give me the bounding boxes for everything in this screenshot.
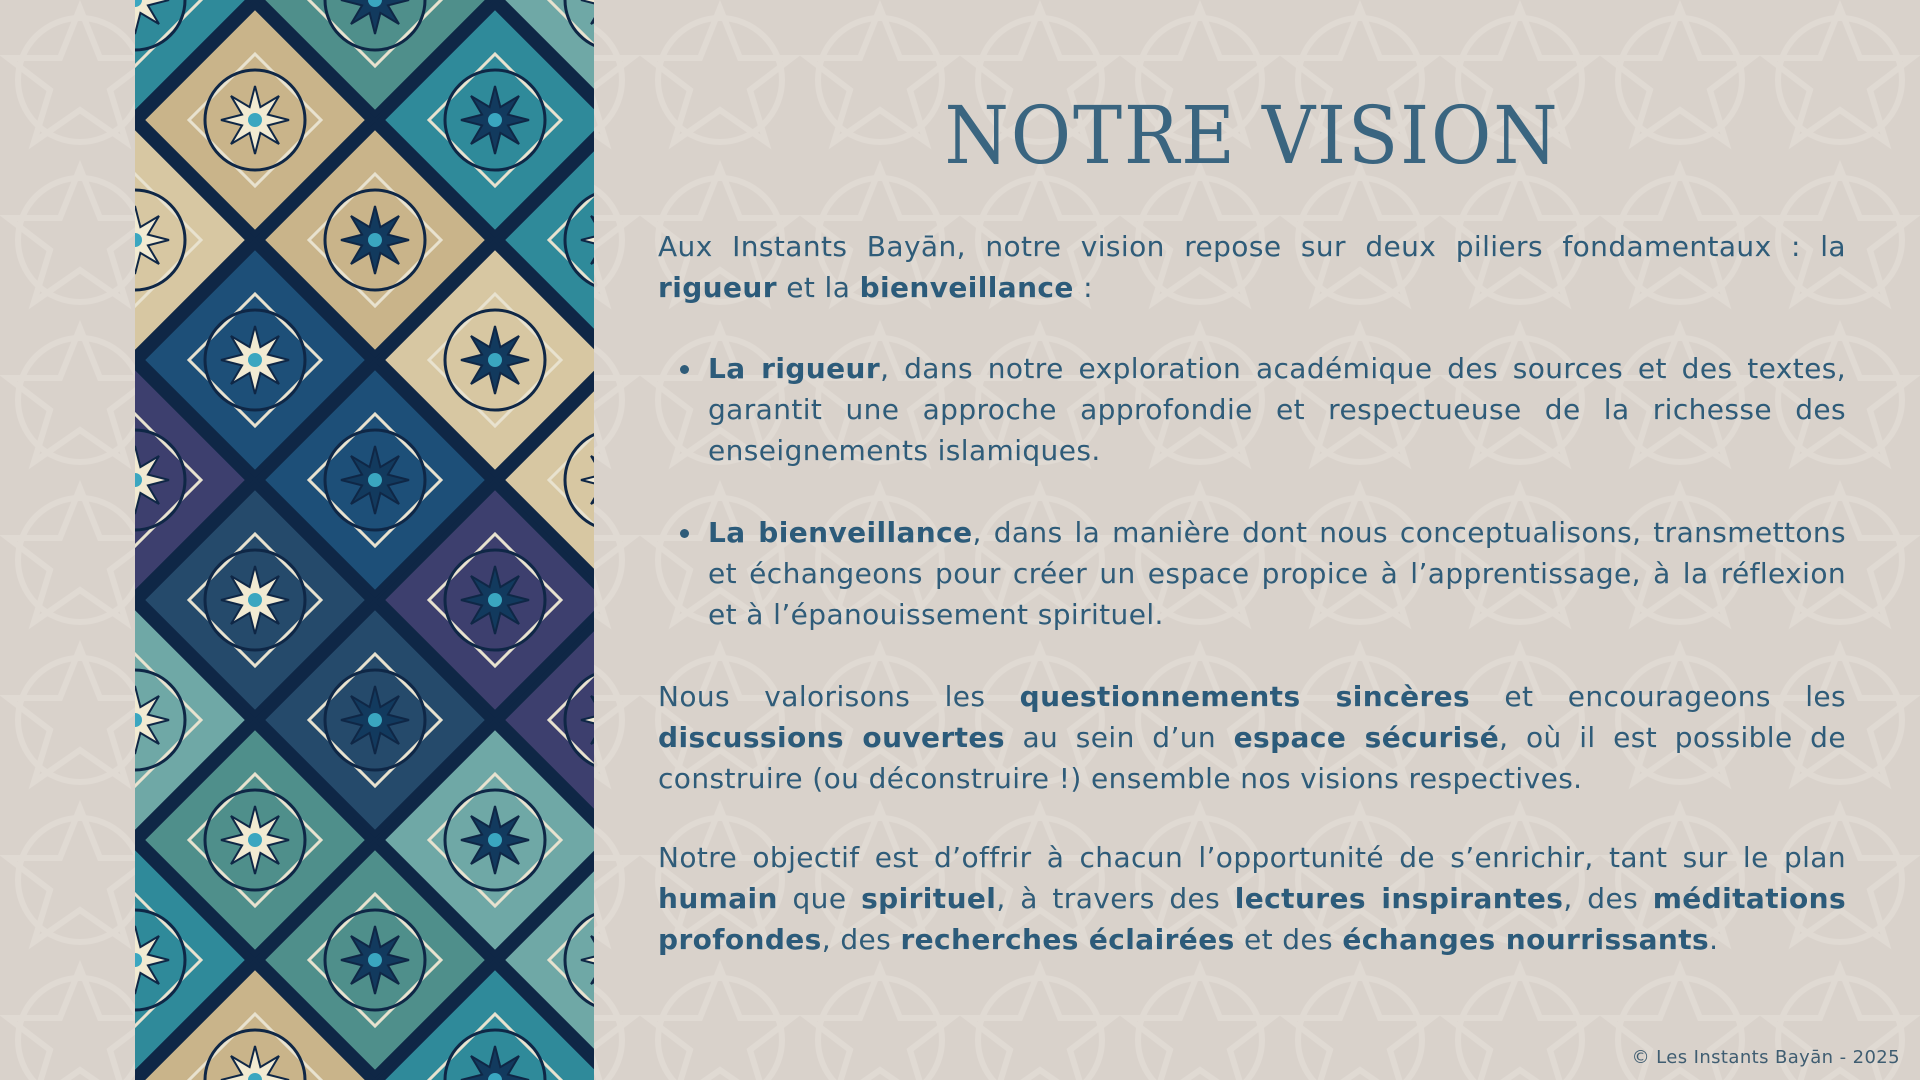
values-paragraph bbox=[658, 676, 1846, 799]
copyright-footer: © Les Instants Bayān - 2025 bbox=[1631, 1047, 1900, 1068]
bullet-icon bbox=[680, 365, 689, 374]
objective-text-1: Notre objectif est d’offrir à chacun l’opportunité de s’enrichir, tant sur le plan bbox=[658, 841, 1846, 874]
intro-bold-bienveillance: bienveillance bbox=[859, 271, 1074, 304]
values-bold-1: questionnements sincères bbox=[1019, 680, 1471, 713]
bullet-bold: La bienveillance bbox=[708, 516, 973, 549]
bullet-text: , dans la manière dont nous conceptualisons, transmettons et échangeons pour créer un espace propice à l’apprentissage, à la réflexion et à l’épanouissement spirituel. bbox=[708, 516, 1846, 631]
intro-paragraph bbox=[658, 226, 1846, 308]
objective-bold-1: humain bbox=[658, 882, 778, 915]
values-bold-3: espace sécurisé bbox=[1233, 721, 1500, 754]
intro-text-1: Aux Instants Bayān, notre vision repose sur deux piliers fondamentaux : la bbox=[658, 230, 1846, 263]
objective-text-7: . bbox=[1709, 923, 1719, 956]
decorative-mosaic-image bbox=[135, 0, 594, 1080]
objective-paragraph bbox=[658, 837, 1846, 960]
objective-bold-2: spirituel bbox=[861, 882, 997, 915]
intro-bold-rigueur: rigueur bbox=[658, 271, 777, 304]
values-bold-2: discussions ouvertes bbox=[658, 721, 1005, 754]
objective-text-4: , des bbox=[1563, 882, 1653, 915]
bullet-text: , dans notre exploration académique des sources et des textes, garantit une approche approfondie et respectueuse de la richesse des enseignements islamiques. bbox=[708, 352, 1846, 467]
objective-bold-3: lectures inspirantes bbox=[1234, 882, 1564, 915]
values-text-2: et encourageons les bbox=[1470, 680, 1846, 713]
values-text-4: , où il est possible de construire (ou déconstruire !) ensemble nos visions respectives. bbox=[658, 721, 1846, 795]
list-item bbox=[658, 512, 1846, 635]
objective-text-3: , à travers des bbox=[996, 882, 1235, 915]
values-text-1: Nous valorisons les bbox=[658, 680, 1020, 713]
objective-bold-5: recherches éclairées bbox=[900, 923, 1235, 956]
objective-text-2: que bbox=[777, 882, 862, 915]
objective-text-6: et des bbox=[1234, 923, 1343, 956]
list-item bbox=[658, 348, 1846, 471]
slide-content bbox=[658, 0, 1846, 960]
bullet-icon bbox=[680, 529, 689, 538]
bullet-bold: La rigueur bbox=[708, 352, 881, 385]
slide-title: NOTRE VISION bbox=[944, 89, 1560, 182]
objective-text-5: , des bbox=[821, 923, 901, 956]
intro-text-3: : bbox=[1073, 271, 1093, 304]
intro-text-2: et la bbox=[776, 271, 860, 304]
objective-bold-4: méditations profondes bbox=[658, 882, 1847, 956]
objective-bold-6: échanges nourrissants bbox=[1342, 923, 1710, 956]
pillars-list bbox=[658, 348, 1846, 635]
values-text-3: au sein d’un bbox=[1004, 721, 1234, 754]
